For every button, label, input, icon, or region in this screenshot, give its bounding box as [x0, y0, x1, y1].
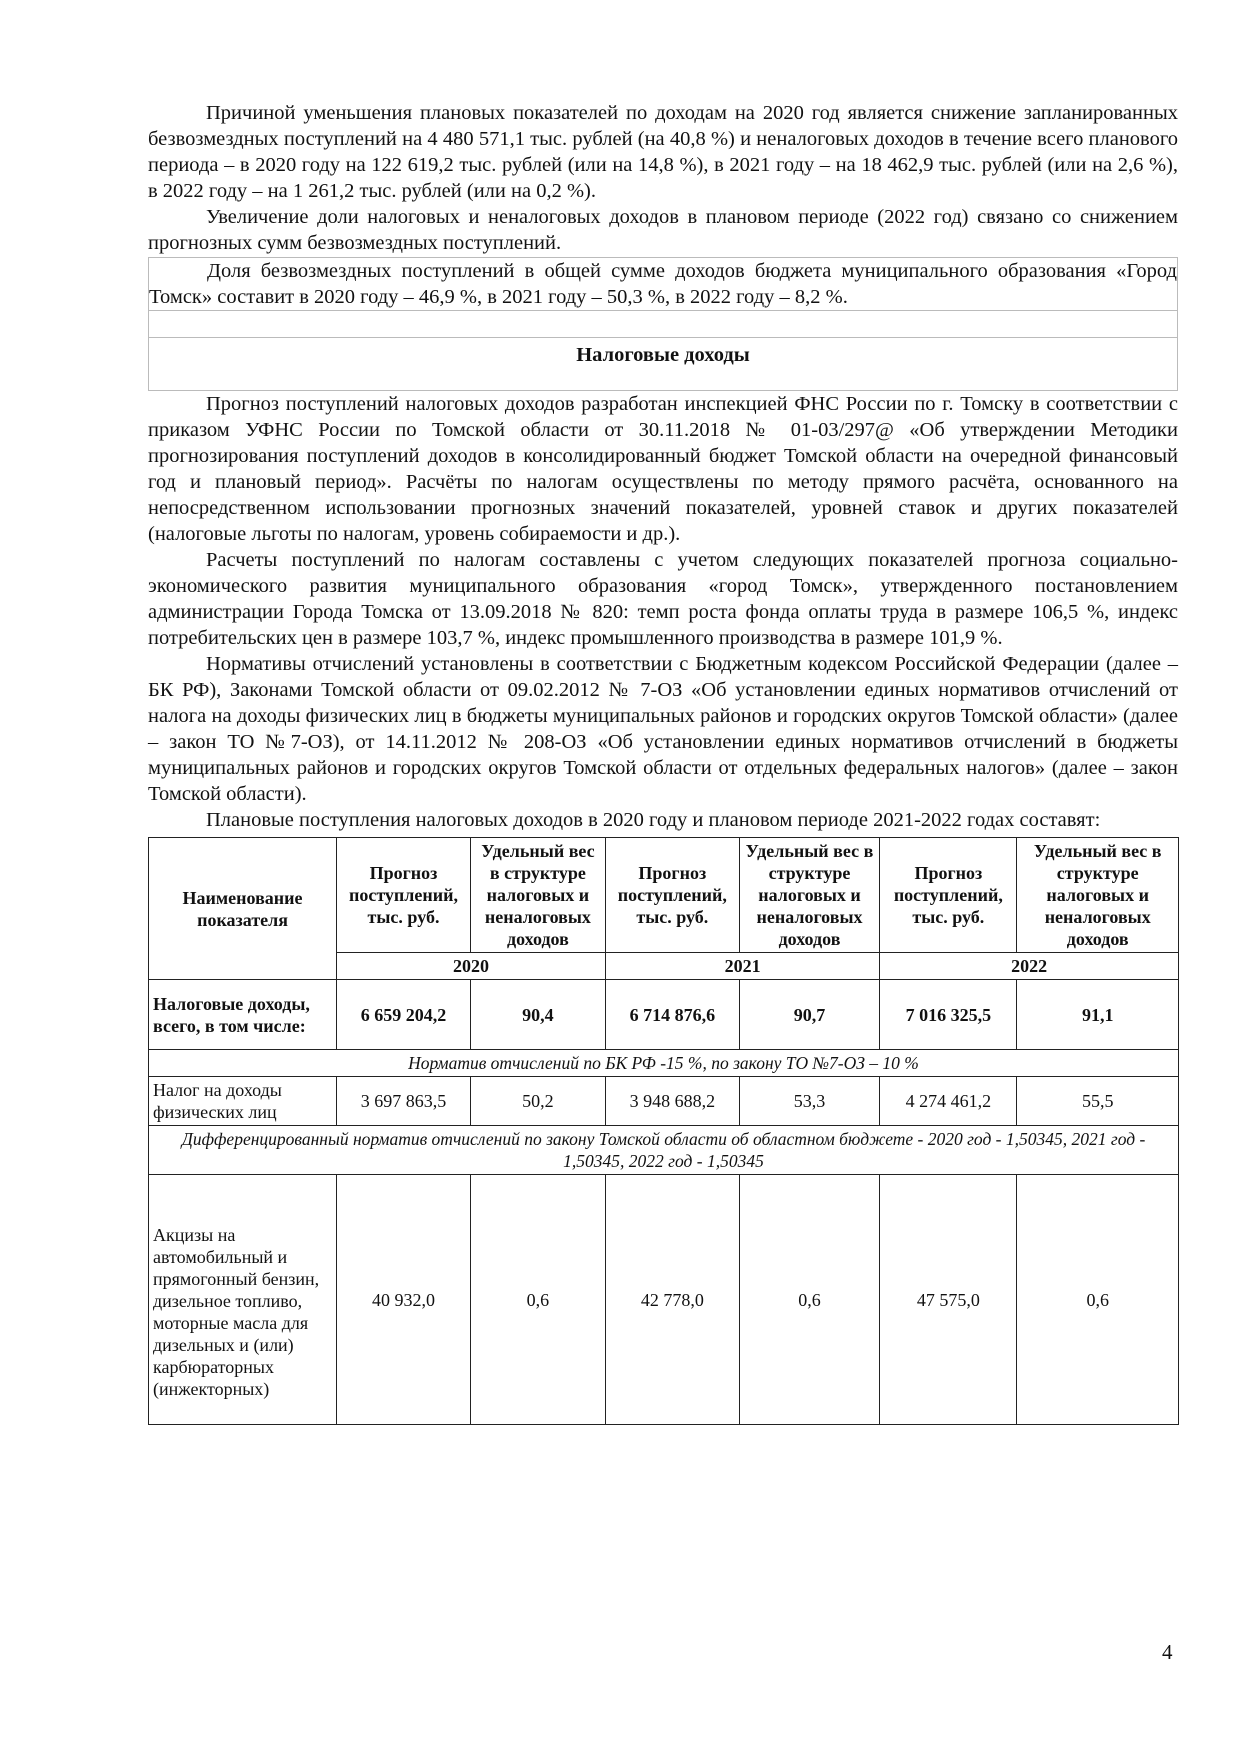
empty-row	[149, 310, 1178, 337]
paragraph-norms: Нормативы отчислений установлены в соответствии с Бюджетным кодексом Российской Федерации (далее – БК РФ), Законами Томской области от 09.02.2012 № 7-ОЗ «Об установлении единых нормативов отчислений от налога на доходы физических лиц в бюджеты муниципальных районов и городских округов Томской области» (далее – закон ТО №7-ОЗ), от 14.11.2012 № 208-ОЗ «Об установлении единых нормативов отчислений в бюджеты муниципальных районов и городских округов Томской области от отдельных федеральных налогов» (далее – закон Томской области).	[148, 653, 1178, 805]
note-ndfl-norm: Норматив отчислений по БК РФ -15 %, по закону ТО №7-ОЗ – 10 %	[149, 1050, 1179, 1077]
value-2021: 42 778,0	[605, 1175, 739, 1425]
share-2020: 50,2	[470, 1077, 605, 1126]
table-row-total	[149, 980, 1179, 1050]
value-2020: 40 932,0	[337, 1175, 471, 1425]
value-2020: 6 659 204,2	[337, 980, 471, 1050]
share-2020: 90,4	[470, 980, 605, 1050]
header-forecast-2021: Прогноз поступлений, тыс. руб.	[605, 838, 739, 953]
table-row-ndfl	[149, 1077, 1179, 1126]
share-2021: 53,3	[739, 1077, 880, 1126]
paragraph-income-decrease: Причиной уменьшения плановых показателей по доходам на 2020 год является снижение запланированных безвозмездных поступлений на 4 480 571,1 тыс. рублей (на 40,8 %) и неналоговых доходов в течение всего планового периода – в 2020 году на 122 619,2 тыс. рублей (или на 14,8 %), в 2021 году – на 18 462,9 тыс. рублей (или на 2,6 %), в 2022 году – на 1 261,2 тыс. рублей (или на 0,2 %).	[148, 102, 1178, 202]
table-header-row	[149, 838, 1179, 953]
note-excise-norm: Дифференцированный норматив отчислений по закону Томской области об областном бюджете - 2020 год - 1,50345, 2021 год - 1,50345, 2022 год - 1,50345	[149, 1126, 1179, 1175]
paragraph-table-intro: Плановые поступления налоговых доходов в 2020 году и плановом периоде 2021-2022 годах составят:	[206, 809, 1101, 831]
bordered-block	[148, 257, 1178, 391]
row-name: Налог на доходы физических лиц	[149, 1077, 337, 1126]
year-2020: 2020	[337, 953, 606, 980]
section-heading: Налоговые доходы	[576, 344, 750, 366]
share-2022: 91,1	[1017, 980, 1179, 1050]
value-2022: 4 274 461,2	[880, 1077, 1017, 1126]
row-name: Налоговые доходы, всего, в том числе:	[149, 980, 337, 1050]
value-2021: 6 714 876,6	[605, 980, 739, 1050]
table-note-row	[149, 1126, 1179, 1175]
paragraph-share-increase: Увеличение доли налоговых и неналоговых доходов в плановом периоде (2022 год) связано со снижением прогнозных сумм безвозмездных поступлений.	[148, 206, 1178, 254]
header-share-2021: Удельный вес в структуре налоговых и неналоговых доходов	[739, 838, 880, 953]
year-2022: 2022	[880, 953, 1179, 980]
share-2021: 90,7	[739, 980, 880, 1050]
value-2022: 47 575,0	[880, 1175, 1017, 1425]
document-page	[148, 100, 1178, 1425]
header-forecast-2020: Прогноз поступлений, тыс. руб.	[337, 838, 471, 953]
paragraph-grants-share: Доля безвозмездных поступлений в общей сумме доходов бюджета муниципального образования «Город Томск» составит в 2020 году – 46,9 %, в 2021 году – 50,3 %, в 2022 году – 8,2 %.	[149, 260, 1177, 308]
share-2020: 0,6	[470, 1175, 605, 1425]
year-2021: 2021	[605, 953, 879, 980]
header-name: Наименование показателя	[149, 838, 337, 980]
share-2021: 0,6	[739, 1175, 880, 1425]
header-share-2020: Удельный вес в структуре налоговых и неналоговых доходов	[470, 838, 605, 953]
page-number: 4	[1162, 1640, 1173, 1664]
header-forecast-2022: Прогноз поступлений, тыс. руб.	[880, 838, 1017, 953]
value-2021: 3 948 688,2	[605, 1077, 739, 1126]
heading-row	[149, 337, 1178, 391]
paragraph-forecast-method: Прогноз поступлений налоговых доходов разработан инспекцией ФНС России по г. Томску в соответствии с приказом УФНС России по Томской области от 30.11.2018 № 01-03/297@ «Об утверждении Методики прогнозирования поступлений доходов в консолидированный бюджет Томской области на очередной финансовый год и плановый период». Расчёты по налогам осуществлены по методу прямого расчёта, основанного на непосредственном использовании прогнозных значений показателей, уровней ставок и других показателей (налоговые льготы по налогам, уровень собираемости и др.).	[148, 393, 1178, 545]
row-name: Акцизы на автомобильный и прямогонный бензин, дизельное топливо, моторные масла для дизельных и (или) карбюраторных (инжекторных)	[149, 1175, 337, 1425]
header-share-2022: Удельный вес в структуре налоговых и неналоговых доходов	[1017, 838, 1179, 953]
bordered-row	[149, 258, 1178, 310]
share-2022: 0,6	[1017, 1175, 1179, 1425]
paragraph-forecast-indicators: Расчеты поступлений по налогам составлены с учетом следующих показателей прогноза социально-экономического развития муниципального образования «город Томск», утвержденного постановлением администрации Города Томска от 13.09.2018 № 820: темп роста фонда оплаты труда в размере 106,5 %, индекс потребительских цен в размере 103,7 %, индекс промышленного производства в размере 101,9 %.	[148, 549, 1178, 649]
value-2020: 3 697 863,5	[337, 1077, 471, 1126]
value-2022: 7 016 325,5	[880, 980, 1017, 1050]
table-note-row	[149, 1050, 1179, 1077]
tax-income-table	[148, 837, 1179, 1425]
share-2022: 55,5	[1017, 1077, 1179, 1126]
table-row-excise	[149, 1175, 1179, 1425]
